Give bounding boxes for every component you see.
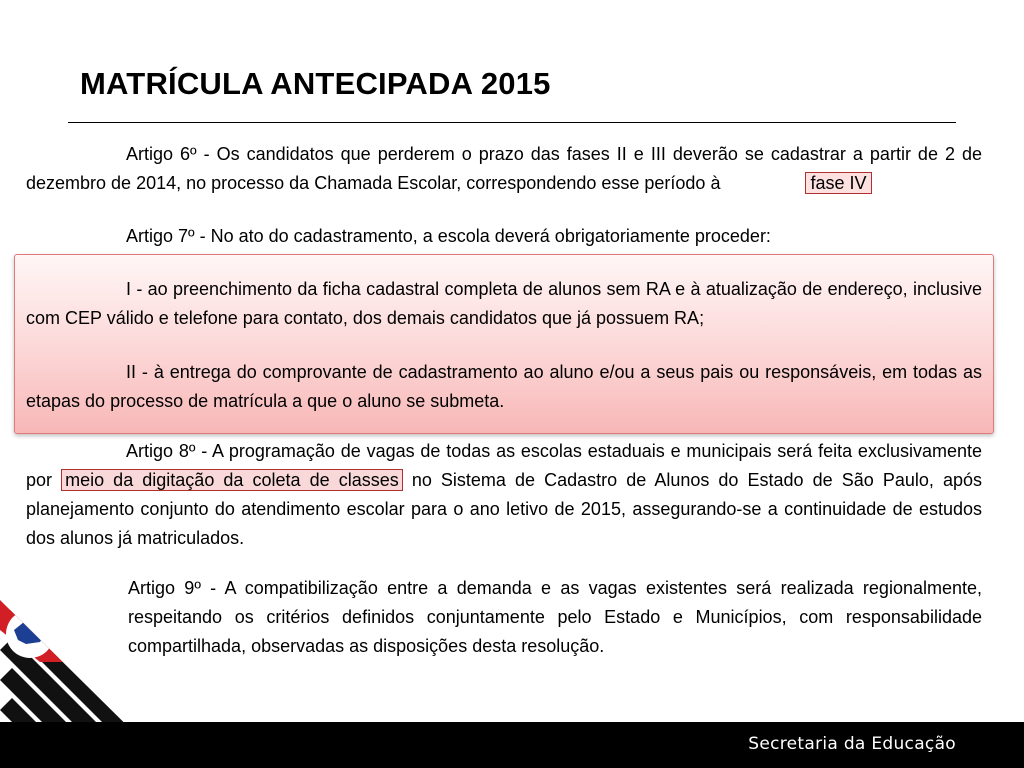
article-6-highlight: fase IV — [805, 172, 871, 194]
footer-bar — [0, 722, 1024, 768]
title-divider — [68, 122, 956, 123]
article-7-item-1: I - ao preenchimento da ficha cadastral completa de alunos sem RA e à atualização de endereço, inclusive com CEP válido e telefone para contato, dos demais candidatos que já possuem RA; — [26, 279, 982, 328]
article-9: Artigo 9º - A compatibilização entre a demanda e as vagas existentes será realizada regionalmente, respeitando os critérios definidos conjuntamente pelo Estado e Municípios, com responsabilidade compartilhada, observadas as disposições desta resolução. — [128, 578, 982, 656]
footer-label: Secretaria da Educação — [748, 734, 956, 754]
article-8-text-after: no Sistema de Cadastro de Alunos do Estado de São Paulo, após planejamento conjunto do atendimento escolar para o ano letivo de 2015, assegurando-se a continuidade de estudos dos alunos já matriculados. — [26, 470, 982, 548]
article-6-text: Artigo 6º - Os candidatos que perderem o prazo das fases II e III deverão se cadastrar a partir de 2 de dezembro de 2014, no processo da Chamada Escolar, correspondendo esse período à — [26, 144, 982, 193]
article-8 — [26, 437, 982, 553]
article-7: Artigo 7º - No ato do cadastramento, a escola deverá obrigatoriamente proceder: — [126, 226, 771, 246]
article-7-item-2: II - à entrega do comprovante de cadastramento ao aluno e/ou a seus pais ou responsáveis, em todas as etapas do processo de matrícula a que o aluno se submeta. — [26, 362, 982, 411]
slide-title: MATRÍCULA ANTECIPADA 2015 — [80, 66, 551, 101]
article-6 — [26, 140, 982, 198]
article-8-highlight: meio da digitação da coleta de classes — [61, 469, 403, 491]
article-8-text-before: Artigo 8º - A programação de vagas de todas as escolas estaduais e municipais será feita exclusivamente por — [26, 441, 982, 490]
